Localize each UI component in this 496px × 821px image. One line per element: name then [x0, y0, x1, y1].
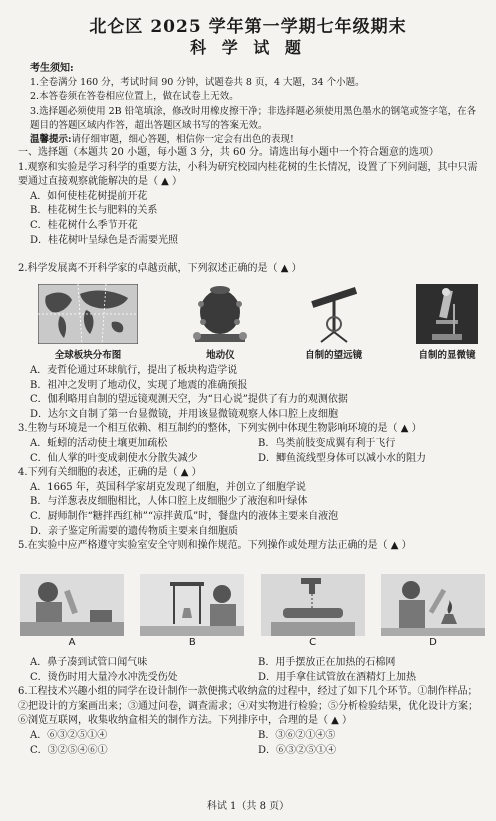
exam-title: 北仑区 2025 学年第一学期七年级期末 — [89, 17, 407, 37]
option-b: B．与洋葱表皮细胞相比，人体口腔上皮细胞少了液泡和叶绿体 — [30, 496, 308, 508]
option-c: C．烫伤时用大量冷水冲洗受伤处 — [30, 671, 178, 683]
question-stem: 6.工程技术兴趣小组的同学在设计制作一款便携式收纳盒的过程中，经过了如下几个环节。①制作样品；②把设计的方案画出来；③通过问卷，调查需求；④对实物进行检验；⑤分析检验结果，优化设计方案；⑥浏览互联网，收集收纳盒相关的制作方法。下列排序中，合理的是（ ▲ ） — [18, 686, 478, 727]
option-b: B．③⑥②①④⑤ — [258, 729, 336, 741]
option-b: B．桂花树生长与肥料的关系 — [30, 205, 158, 217]
option-a: A．鼻子凑到试管口闻气味 — [30, 657, 148, 668]
option-a: A．如何使桂花树提前开花 — [30, 190, 148, 202]
notice-item: 1.全卷满分 160 分，考试时间 90 分钟，试题卷共 8 页，4 大题，34 个小题。 — [30, 77, 365, 89]
exam-notice — [30, 62, 485, 147]
option-c: C．仙人掌的叶变成刺使水分散失减少 — [30, 452, 198, 464]
question-2-4-block — [18, 364, 486, 554]
option-d: D．鲫鱼流线型身体可以减小水的阻力 — [258, 452, 427, 464]
option-c: C．桂花树什么季节开花 — [30, 219, 138, 231]
option-c: C．伽利略用自制的望远镜观测天空，为“日心说”提供了有力的观测依据 — [30, 394, 348, 406]
figure-caption: 全球板块分布图 — [54, 350, 122, 361]
question-2-figures — [38, 284, 478, 361]
figure-seismograph — [189, 284, 251, 361]
option-d: D．桂花树叶呈绿色是否需要光照 — [30, 234, 179, 246]
warm-text: 请仔细审题，细心答题，相信你一定会有出色的表现! — [71, 134, 294, 146]
figure-plate-map — [38, 284, 138, 361]
option-a: A．蚯蚓的活动使土壤更加疏松 — [30, 437, 168, 449]
figure-caption: 自制的显微镜 — [418, 350, 476, 361]
exam-subtitle: 科 学 试 题 — [190, 38, 306, 57]
option-d: D．⑥③②⑤①④ — [258, 744, 337, 756]
notice-item: 2.本答卷须在答卷相应位置上，做在试卷上无效。 — [30, 91, 239, 103]
cold-water-rinse-image — [261, 574, 365, 636]
question-1-block — [18, 146, 486, 248]
option-a: A．麦哲伦通过环球航行，提出了板块构造学说 — [30, 365, 238, 376]
lab-image-d — [381, 574, 485, 648]
telescope-image — [303, 284, 365, 344]
question-stem: 5.在实验中应严格遵守实验室安全守则和操作规范。下列操作或处理方法正确的是（ ▲ ） — [18, 540, 412, 552]
heating-test-tube-image — [381, 574, 485, 636]
figure-label: B — [188, 637, 196, 648]
option-c: C．厨师制作“糖拌西红柿”“凉拌黄瓜”时，餐盘内的液体主要来自液泡 — [30, 510, 339, 522]
notice-heading: 考生须知: — [30, 63, 74, 74]
lab-image-b — [140, 574, 244, 648]
option-c: C．③②⑤④⑥① — [30, 744, 108, 756]
microscope-image — [416, 284, 478, 344]
option-d: D．用手拿住试管放在酒精灯上加热 — [258, 671, 417, 683]
figure-telescope — [303, 284, 365, 361]
question-5-figures — [20, 574, 485, 648]
figure-label: A — [68, 637, 76, 648]
asbestos-net-image — [140, 574, 244, 636]
figure-caption: 自制的望远镜 — [305, 350, 363, 361]
question-stem: 3.生物与环境是一个相互依赖、相互制约的整体，下列实例中体现生物影响环境的是（ ▲ ） — [18, 423, 422, 435]
lab-image-c — [261, 574, 365, 648]
option-b: B．鸟类前肢变成翼有利于飞行 — [258, 437, 396, 449]
question-stem: 1.观察和实验是学习科学的重要方法，小科为研究校园内桂花树的生长情况，设置了下列问题，其中只需要通过直接观察就能解决的是（ ▲ ） — [18, 161, 478, 188]
smelling-test-tube-image — [20, 574, 124, 636]
option-d: D．达尔文自制了第一台显微镜，并用该显微镜观察人体口腔上皮细胞 — [30, 408, 339, 420]
figure-microscope — [416, 284, 478, 361]
option-b: B．用手摆放正在加热的石棉网 — [258, 657, 396, 668]
warm-label: 温馨提示: — [30, 134, 72, 146]
page-footer: 科试 1（共 8 页） — [206, 801, 290, 812]
world-map-image — [38, 284, 138, 344]
question-2-stem: 2.科学发展离不开科学家的卓越贡献，下列叙述正确的是（ ▲ ） — [18, 263, 302, 274]
question-5-6-block — [18, 656, 486, 758]
section-heading: 一、选择题（本题共 20 小题，每小题 3 分，共 60 分。请选出每小题中一个符合题意的选项） — [18, 147, 439, 158]
option-a: A．1665 年，英国科学家胡克发现了细胞，并创立了细胞学说 — [30, 481, 306, 493]
figure-label: D — [429, 637, 437, 648]
seismograph-image — [189, 284, 251, 344]
option-b: B．祖冲之发明了地动仪，实现了地震的准确预报 — [30, 379, 248, 391]
figure-label: C — [309, 637, 317, 648]
question-stem: 4.下列有关细胞的表述，正确的是（ ▲ ） — [18, 467, 202, 479]
notice-item: 3.选择题必须使用 2B 铅笔填涂，修改时用橡皮擦干净；非选择题必须使用黑色墨水的钢笔或签字笔，在各题目的答题区域内作答，超出答题区域书写的答案无效。 — [30, 105, 477, 131]
option-a: A．⑥③②⑤①④ — [30, 729, 108, 741]
figure-caption: 地动仪 — [206, 350, 235, 361]
option-d: D．亲子鉴定所需要的遗传物质主要来自细胞质 — [30, 525, 239, 537]
lab-image-a — [20, 574, 124, 648]
